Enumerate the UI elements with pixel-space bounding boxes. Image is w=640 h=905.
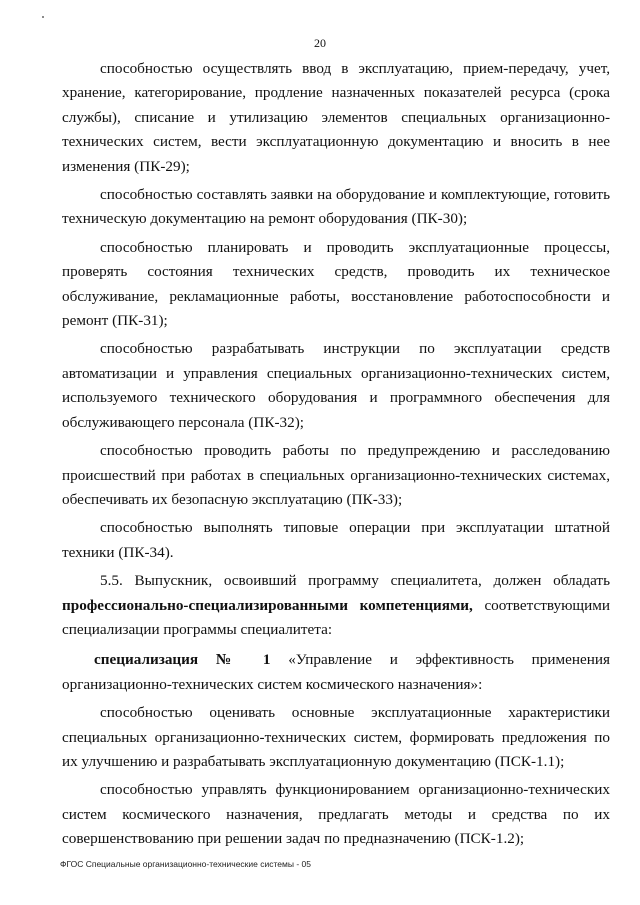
paragraph-pk-31: способностью планировать и проводить эксплуатационные процессы, проверять состояния технических средств, проводить их техническое обслуживание, рекламационные работы, восстановление работоспособности и ремонт (ПК-31); xyxy=(62,238,610,330)
scan-speck xyxy=(42,16,44,18)
page-footer: ФГОС Специальные организационно-технические системы - 05 xyxy=(60,859,311,869)
competence-type-bold: профессионально-специализированными компетенциями, xyxy=(62,596,473,614)
specialization-number: специализация № 1 xyxy=(94,651,271,669)
paragraph-psk-1-2: способностью управлять функционированием организационно-технических систем космического назначения, предлагать методы и средства по их совершенствованию при решении задач по предназначению (ПСК-1.2); xyxy=(62,781,610,848)
paragraph-5-5-end: соответствующими специализации программы специалитета: xyxy=(62,596,610,638)
page-body xyxy=(62,57,610,852)
paragraph-5-5-start: 5.5. Выпускник, освоивший программу специалитета, должен обладать xyxy=(100,572,610,590)
paragraph-pk-33: способностью проводить работы по предупреждению и расследованию происшествий при работах в специальных организационно-технических системах, обеспечивать их безопасную эксплуатацию (ПК-33); xyxy=(62,442,610,508)
specialization-heading xyxy=(62,648,610,697)
paragraph-pk-29: способностью осуществлять ввод в эксплуатацию, прием-передачу, учет, хранение, категорирование, продление назначенных показателей ресурса (срока службы), списание и утилизацию элементов специальных организационно-технических систем, вести эксплуатационную документацию и вносить в нее изменения (ПК-29); xyxy=(62,60,610,175)
paragraph-pk-34: способностью выполнять типовые операции при эксплуатации штатной техники (ПК-34). xyxy=(62,519,610,561)
paragraph-pk-30: способностью составлять заявки на оборудование и комплектующие, готовить техническую документацию на ремонт оборудования (ПК-30); xyxy=(62,186,610,228)
specialization-title: «Управление и эффективность применения организационно-технических систем космического назначения»: xyxy=(62,651,610,693)
paragraph-psk-1-1: способностью оценивать основные эксплуатационные характеристики специальных организационно-технических систем, формировать предложения по их улучшению и разрабатывать эксплуатационную документацию (ПСК-1.1); xyxy=(62,704,610,770)
paragraph-5-5 xyxy=(62,569,610,642)
page-number: 20 xyxy=(314,36,326,50)
paragraph-pk-32: способностью разрабатывать инструкции по эксплуатации средств автоматизации и управления специальных организационно-технических систем, используемого технического оборудования и программного обеспечения для обслуживающего персонала (ПК-32); xyxy=(62,340,610,431)
